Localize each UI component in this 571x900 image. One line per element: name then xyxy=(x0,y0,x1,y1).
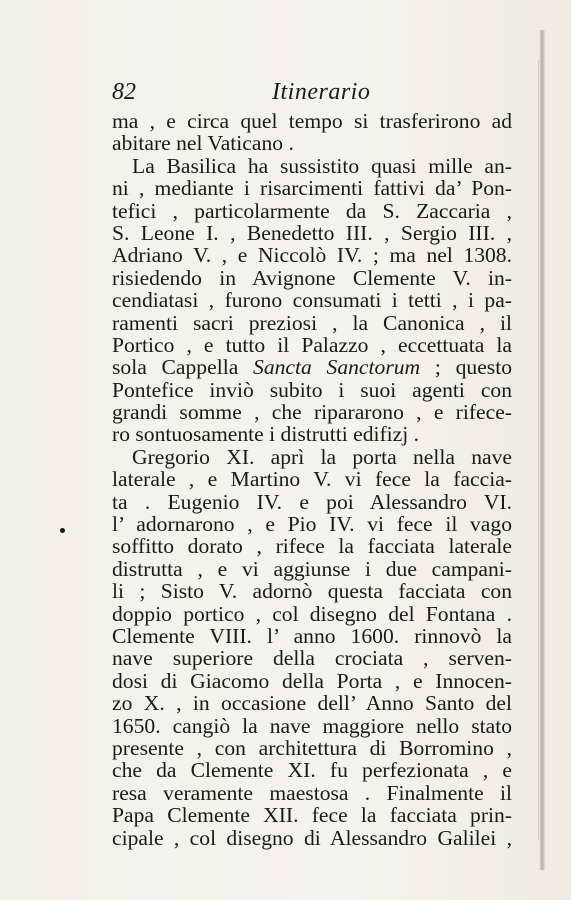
text-line: Gregorio XI. aprì la porta nella nave xyxy=(132,444,512,469)
text-line: abitare nel Vaticano . xyxy=(112,131,294,156)
text-line: ni , mediante i risarcimenti fattivi da’ Pon- xyxy=(112,176,512,201)
text-line: doppio portico , col disegno del Fontana . xyxy=(112,601,512,626)
text-line: cendiatasi , furono consumati i tetti , i pa- xyxy=(112,288,512,313)
text-line: zo X. , in occasione dell’ Anno Santo del xyxy=(112,691,512,716)
text-line: resa veramente maestosa . Finalmente il xyxy=(112,780,512,805)
text-line: La Basilica ha sussistito quasi mille an- xyxy=(132,153,512,178)
text-line: laterale , e Martino V. vi fece la faccia- xyxy=(112,467,512,492)
text-line: soffitto dorato , rifece la facciata laterale xyxy=(112,534,512,559)
page-gutter-shadow xyxy=(539,30,545,870)
text-line: Clemente VIII. l’ anno 1600. rinnovò la xyxy=(112,623,512,648)
running-title: Itinerario xyxy=(272,79,371,105)
text-line: ta . Eugenio IV. e poi Alessandro VI. xyxy=(112,489,512,514)
text-line: 1650. cangiò la nave maggiore nello stato xyxy=(112,713,512,738)
text-line: tefici , particolarmente da S. Zaccaria , xyxy=(112,198,512,223)
margin-dot xyxy=(60,528,65,533)
text-line: S. Leone I. , Benedetto III. , Sergio III. , xyxy=(112,220,512,245)
text-line: sola Cappella Sancta Sanctorum ; questo xyxy=(112,355,512,380)
text-line: ro sontuosamente i distrutti edifizj . xyxy=(112,422,420,447)
text-line: li ; Sisto V. adornò questa facciata con xyxy=(112,579,512,604)
text-line: cipale , col disegno di Alessandro Galilei , xyxy=(112,825,512,850)
text-line: presente , con architettura di Borromino , xyxy=(112,735,512,760)
page-edge-line xyxy=(538,60,539,840)
text-line: che da Clemente XI. fu perfezionata , e xyxy=(112,758,512,783)
text-line: risiedendo in Avignone Clemente V. in- xyxy=(112,265,512,290)
text-line: Pontefice inviò subito i suoi agenti con xyxy=(112,377,512,402)
text-line: dosi di Giacomo della Porta , e Innocen- xyxy=(112,668,512,693)
page-header xyxy=(112,78,512,106)
text-line: ramenti sacri preziosi , la Canonica , il xyxy=(112,310,512,335)
text-line: nave superiore della crociata , serven- xyxy=(112,646,512,671)
text-line: grandi somme , che ripararono , e rifece- xyxy=(112,400,512,425)
body-text xyxy=(112,110,512,849)
text-line: ma , e circa quel tempo si trasferirono ad xyxy=(112,109,512,133)
text-line: Adriano V. , e Niccolò IV. ; ma nel 1308. xyxy=(112,243,512,268)
page-number: 82 xyxy=(112,79,136,105)
text-line: Papa Clemente XII. fece la facciata prin- xyxy=(112,803,512,828)
text-line: l’ adornarono , e Pio IV. vi fece il vago xyxy=(112,512,512,537)
text-line: distrutta , e vi aggiunse i due campani- xyxy=(112,556,512,581)
text-line: Portico , e tutto il Palazzo , eccettuata la xyxy=(112,332,512,357)
